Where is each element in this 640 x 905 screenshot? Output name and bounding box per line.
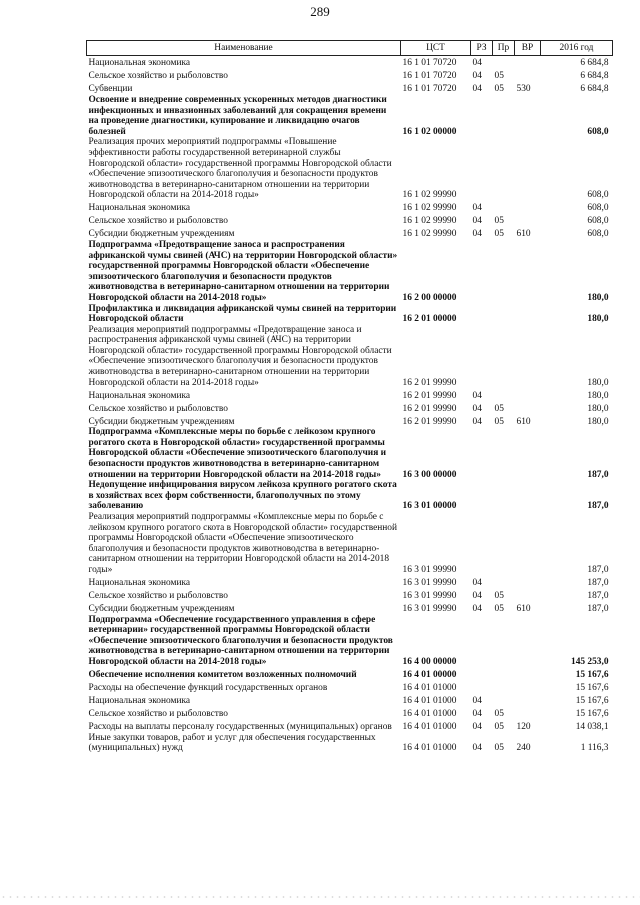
cell-name: Сельское хозяйство и рыболовство [88,708,228,719]
table-header-row [87,41,613,56]
table-row [87,82,613,95]
cell-sum: 15 167,6 [575,695,609,706]
cell-sum: 180,0 [587,416,609,427]
cell-rz: 04 [472,58,482,69]
table-row [87,56,613,70]
cell-sum: 1 116,3 [580,743,609,754]
header-rz: РЗ [471,41,493,56]
table-row [87,733,613,754]
cell-rz: 04 [472,721,482,732]
table-row [87,240,613,304]
page-number: 289 [310,4,330,19]
cell-name: Освоение и внедрение современных ускоренных методов диагностики инфекционных и инвазионных заболеваний для сокращения времени на проведение диагностики, купирование и ликвидацию очагов болезней [88,95,387,137]
cell-cst: 16 1 02 99990 [402,229,457,240]
cell-vr [515,69,541,82]
table-row [87,388,613,401]
header-pr: Пр [493,41,515,56]
cell-vr: 610 [516,229,531,240]
cell-name: Реализация мероприятий подпрограммы «Комплексные меры по борьбе с лейкозом крупного рогатого скота в Новгородской области» государственной программы Новгородской области «Обеспечение эпизоотического благополучия и безопасности продуктов животноводства в ветеринарно-санитарном отношении на территории Новгородской области на 2014-2018 годы» [88,512,397,575]
cell-rz: 04 [472,216,482,227]
cell-cst: 16 4 00 00000 [402,656,457,667]
cell-vr [515,388,541,401]
cell-name: Субсидии бюджетным учреждениям [88,603,235,614]
cell-sum: 15 167,6 [575,682,609,693]
cell-vr [515,137,541,201]
cell-name: Сельское хозяйство и рыболовство [88,590,228,601]
cell-name: Сельское хозяйство и рыболовство [88,216,228,227]
cell-name: Подпрограмма «Обеспечение государственного управления в сфере ветеринарии» государственной программы Новгородской области «Обеспечение эпизоотического благополучия и безопасности продуктов животноводства в ветеринарно-санитарном отношении на территории Новгородской области на 2014-2018 годы» [88,614,393,667]
cell-rz [471,240,493,304]
cell-sum: 14 038,1 [575,721,609,732]
scan-noise [0,894,640,900]
cell-pr: 05 [494,708,504,719]
cell-pr: 05 [494,590,504,601]
table-row [87,137,613,201]
table-row [87,227,613,240]
cell-rz: 04 [472,708,482,719]
cell-vr [515,694,541,707]
table-row [87,512,613,576]
table-row [87,589,613,602]
cell-sum: 187,0 [587,590,609,601]
cell-rz: 04 [472,390,482,401]
cell-vr [515,214,541,227]
cell-cst: 16 2 01 99990 [402,377,457,388]
cell-name: Субвенции [88,84,133,95]
cell-pr: 05 [494,721,504,732]
cell-vr [515,589,541,602]
header-sum: 2016 год [541,41,613,56]
cell-name: Сельское хозяйство и рыболовство [88,403,228,414]
table-row [87,720,613,733]
header-cst: ЦСТ [401,41,471,56]
cell-sum: 608,0 [587,203,609,214]
table-row [87,668,613,681]
cell-vr [515,325,541,389]
table-row [87,214,613,227]
cell-sum: 187,0 [587,501,609,512]
cell-name: Расходы на выплаты персоналу государственных (муниципальных) органов [88,721,392,732]
cell-pr [493,512,515,576]
cell-name: Подпрограмма «Предотвращение заноса и распространения африканской чумы свиней (АЧС) на территории Новгородской области» государственной программы Новгородской области «Обеспечение эпизоотического благополучия и безопасности продуктов животноводства в ветеринарно-санитарном отношении на территории Новгородской области на 2014-2018 годы» [88,239,398,303]
cell-sum: 6 684,8 [580,71,609,82]
cell-pr [493,201,515,214]
cell-pr [493,304,515,325]
table-row [87,681,613,694]
header-vr: ВР [515,41,541,56]
header-name: Наименование [87,41,401,56]
cell-cst: 16 3 01 99990 [402,564,457,575]
cell-pr [493,681,515,694]
cell-cst: 16 4 01 01000 [402,721,457,732]
cell-rz [471,137,493,201]
cell-name: Национальная экономика [88,58,191,69]
cell-rz [471,325,493,389]
cell-cst: 16 2 01 00000 [402,314,457,325]
cell-rz [471,304,493,325]
cell-pr: 05 [494,403,504,414]
cell-sum: 187,0 [587,564,609,575]
cell-name: Сельское хозяйство и рыболовство [88,71,228,82]
table-row [87,304,613,325]
cell-sum: 180,0 [587,292,609,303]
cell-vr: 610 [516,603,531,614]
table-row [87,615,613,668]
table-row [87,95,613,137]
cell-rz [471,480,493,512]
cell-pr [493,95,515,137]
cell-sum: 15 167,6 [575,708,609,719]
cell-cst: 16 1 01 70720 [402,71,457,82]
cell-rz: 04 [472,743,482,754]
cell-name: Иные закупки товаров, работ и услуг для обеспечения государственных (муниципальных) нужд [88,732,376,754]
cell-vr [515,201,541,214]
cell-cst: 16 2 01 99990 [402,390,457,401]
table-row [87,69,613,82]
cell-vr [515,668,541,681]
cell-name: Субсидии бюджетным учреждениям [88,416,235,427]
cell-pr [493,668,515,681]
table-row [87,602,613,615]
cell-cst: 16 1 02 00000 [402,126,457,137]
cell-cst: 16 3 01 99990 [402,590,457,601]
cell-rz: 04 [472,71,482,82]
cell-rz: 04 [472,695,482,706]
cell-name: Обеспечение исполнения комитетом возложенных полномочий [88,669,357,680]
cell-rz [471,95,493,137]
cell-vr [515,615,541,668]
cell-cst: 16 3 01 99990 [402,577,457,588]
cell-sum: 180,0 [587,403,609,414]
cell-pr [493,240,515,304]
cell-cst: 16 4 01 00000 [402,669,457,680]
cell-name: Профилактика и ликвидация африканской чумы свиней на территории Новгородской области [88,303,397,325]
cell-rz: 04 [472,590,482,601]
cell-vr [515,681,541,694]
cell-vr [515,56,541,70]
cell-name: Субсидии бюджетным учреждениям [88,229,235,240]
cell-sum: 180,0 [587,390,609,401]
cell-vr: 120 [516,721,531,732]
cell-sum: 6 684,8 [580,84,609,95]
cell-cst: 16 3 01 99990 [402,603,457,614]
cell-sum: 608,0 [587,216,609,227]
cell-cst: 16 3 01 00000 [402,501,457,512]
cell-sum: 187,0 [587,577,609,588]
cell-sum: 180,0 [587,314,609,325]
cell-sum: 608,0 [587,126,609,137]
table-row [87,480,613,512]
cell-rz [471,668,493,681]
cell-pr [493,388,515,401]
table-row [87,694,613,707]
cell-pr: 05 [494,603,504,614]
cell-sum: 608,0 [587,229,609,240]
cell-cst: 16 2 00 00000 [402,292,457,303]
cell-sum: 187,0 [587,603,609,614]
cell-rz: 04 [472,84,482,95]
cell-vr [515,480,541,512]
cell-pr [493,480,515,512]
cell-sum: 15 167,6 [575,669,609,680]
cell-vr [515,401,541,414]
cell-sum: 608,0 [587,190,609,201]
cell-rz: 04 [472,403,482,414]
cell-sum: 187,0 [587,469,609,480]
cell-name: Национальная экономика [88,577,191,588]
cell-rz: 04 [472,603,482,614]
table-row [87,707,613,720]
cell-pr: 05 [494,416,504,427]
cell-cst: 16 1 01 70720 [402,84,457,95]
cell-rz [471,615,493,668]
cell-vr [515,512,541,576]
cell-pr: 05 [494,743,504,754]
cell-pr [493,325,515,389]
cell-vr [515,427,541,480]
cell-name: Реализация мероприятий подпрограммы «Предотвращение заноса и распространения африканской чумы свиней (АЧС) на территории Новгородской области» государственной программы Новгородской области «Обеспечение эпизоотического благополучия и безопасности продуктов животноводства в ветеринарно-санитарном отношении на территории Новгородской области на 2014-2018 годы» [88,324,392,388]
cell-vr [515,95,541,137]
cell-vr: 610 [516,416,531,427]
cell-cst: 16 2 01 99990 [402,403,457,414]
cell-vr [515,576,541,589]
cell-name: Национальная экономика [88,203,191,214]
table-row [87,414,613,427]
table-row [87,427,613,480]
cell-cst: 16 4 01 01000 [402,743,457,754]
table-row [87,325,613,389]
cell-name: Национальная экономика [88,390,191,401]
cell-name: Подпрограмма «Комплексные меры по борьбе с лейкозом крупного рогатого скота в Новгородской области» государственной программы Новгородской области «Обеспечение эпизоотического благополучия и безопасности продуктов животноводства в ветеринарно-санитарном отношении на территории Новгородской области на 2014-2018 годы» [88,427,387,480]
cell-cst: 16 2 01 99990 [402,416,457,427]
cell-cst: 16 4 01 01000 [402,682,457,693]
table-body [87,56,613,754]
cell-sum: 180,0 [587,377,609,388]
cell-cst: 16 1 01 70720 [402,58,457,69]
cell-cst: 16 1 02 99990 [402,190,457,201]
cell-cst: 16 1 02 99990 [402,203,457,214]
cell-pr: 05 [494,84,504,95]
cell-rz [471,512,493,576]
table-row [87,201,613,214]
budget-table [86,40,613,754]
cell-pr: 05 [494,229,504,240]
cell-vr [515,707,541,720]
cell-pr [493,576,515,589]
cell-rz: 04 [472,229,482,240]
cell-rz: 04 [472,416,482,427]
cell-pr [493,694,515,707]
cell-cst: 16 4 01 01000 [402,708,457,719]
cell-rz [471,427,493,480]
cell-vr: 530 [516,84,531,95]
cell-pr [493,615,515,668]
cell-pr [493,137,515,201]
cell-rz: 04 [472,577,482,588]
cell-name: Недопущение инфицирования вирусом лейкоза крупного рогатого скота в хозяйствах всех форм собственности, благополучных по этому заболеванию [88,480,397,512]
cell-sum: 6 684,8 [580,58,609,69]
cell-rz [471,681,493,694]
table-row [87,576,613,589]
cell-name: Реализация прочих мероприятий подпрограммы «Повышение эффективности работы государственной ветеринарной службы Новгородской области» государственной программы Новгородской области «Обеспечение эпизоотического благополучия и безопасности продуктов животноводства в ветеринарно-санитарном отношении на территории Новгородской области на 2014-2018 годы» [88,137,392,201]
cell-rz: 04 [472,203,482,214]
cell-pr [493,427,515,480]
cell-cst: 16 3 00 00000 [402,469,457,480]
cell-vr [515,240,541,304]
cell-pr: 05 [494,216,504,227]
table-row [87,401,613,414]
cell-sum: 145 253,0 [571,656,609,667]
cell-name: Национальная экономика [88,695,191,706]
cell-vr: 240 [516,743,531,754]
cell-name: Расходы на обеспечение функций государственных органов [88,682,328,693]
cell-pr [493,56,515,70]
cell-pr: 05 [494,71,504,82]
cell-cst: 16 1 02 99990 [402,216,457,227]
cell-vr [515,304,541,325]
cell-cst: 16 4 01 01000 [402,695,457,706]
